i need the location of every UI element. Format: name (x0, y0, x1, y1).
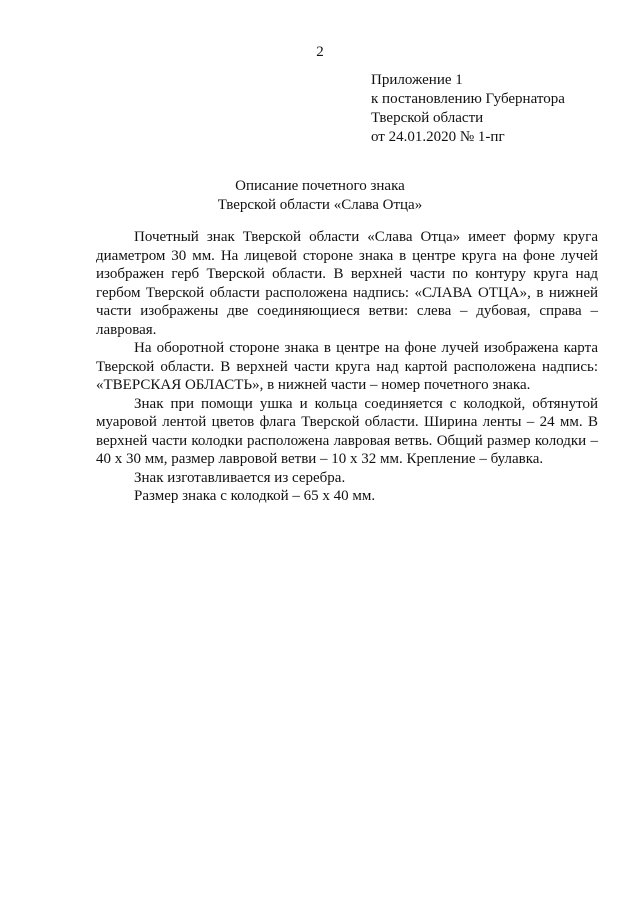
document-body (96, 228, 598, 506)
document-title (0, 177, 640, 215)
title-line-2: Тверской области «Слава Отца» (217, 197, 423, 213)
paragraph-reverse: На оборотной стороне знака в центре на фоне лучей изображена карта Тверской области. В верхней части круга над картой расположена надпись: «ТВЕРСКАЯ ОБЛАСТЬ», в нижней части – номер почетного знака. (96, 340, 598, 393)
title-line-1: Описание почетного знака (235, 178, 405, 194)
appendix-line-4: от 24.01.2020 № 1-пг (371, 129, 505, 145)
paragraph-mount: Знак при помощи ушка и кольца соединяется с колодкой, обтянутой муаровой лентой цветов флага Тверской области. Ширина ленты – 24 мм. В верхней части колодки расположена лавровая ветвь. Общий размер колодки – 40 х 30 мм, размер лавровой ветви – 10 х 32 мм. Крепление – булавка. (96, 395, 598, 467)
paragraph-obverse: Почетный знак Тверской области «Слава Отца» имеет форму круга диаметром 30 мм. На лицевой стороне знака в центре круга на фоне лучей изображен герб Тверской области. В верхней части по контуру круга над гербом Тверской области расположена надпись: «СЛАВА ОТЦА», в нижней части изображены две соединяющиеся ветви: слева – дубовая, справа – лавровая. (96, 229, 598, 338)
appendix-line-3: Тверской области (371, 110, 484, 126)
appendix-line-1: Приложение 1 (371, 72, 463, 88)
appendix-line-2: к постановлению Губернатора (371, 91, 565, 107)
paragraph-size: Размер знака с колодкой – 65 х 40 мм. (134, 488, 376, 504)
appendix-header (371, 71, 611, 147)
page-number: 2 (316, 44, 324, 60)
paragraph-material: Знак изготавливается из серебра. (134, 469, 346, 486)
